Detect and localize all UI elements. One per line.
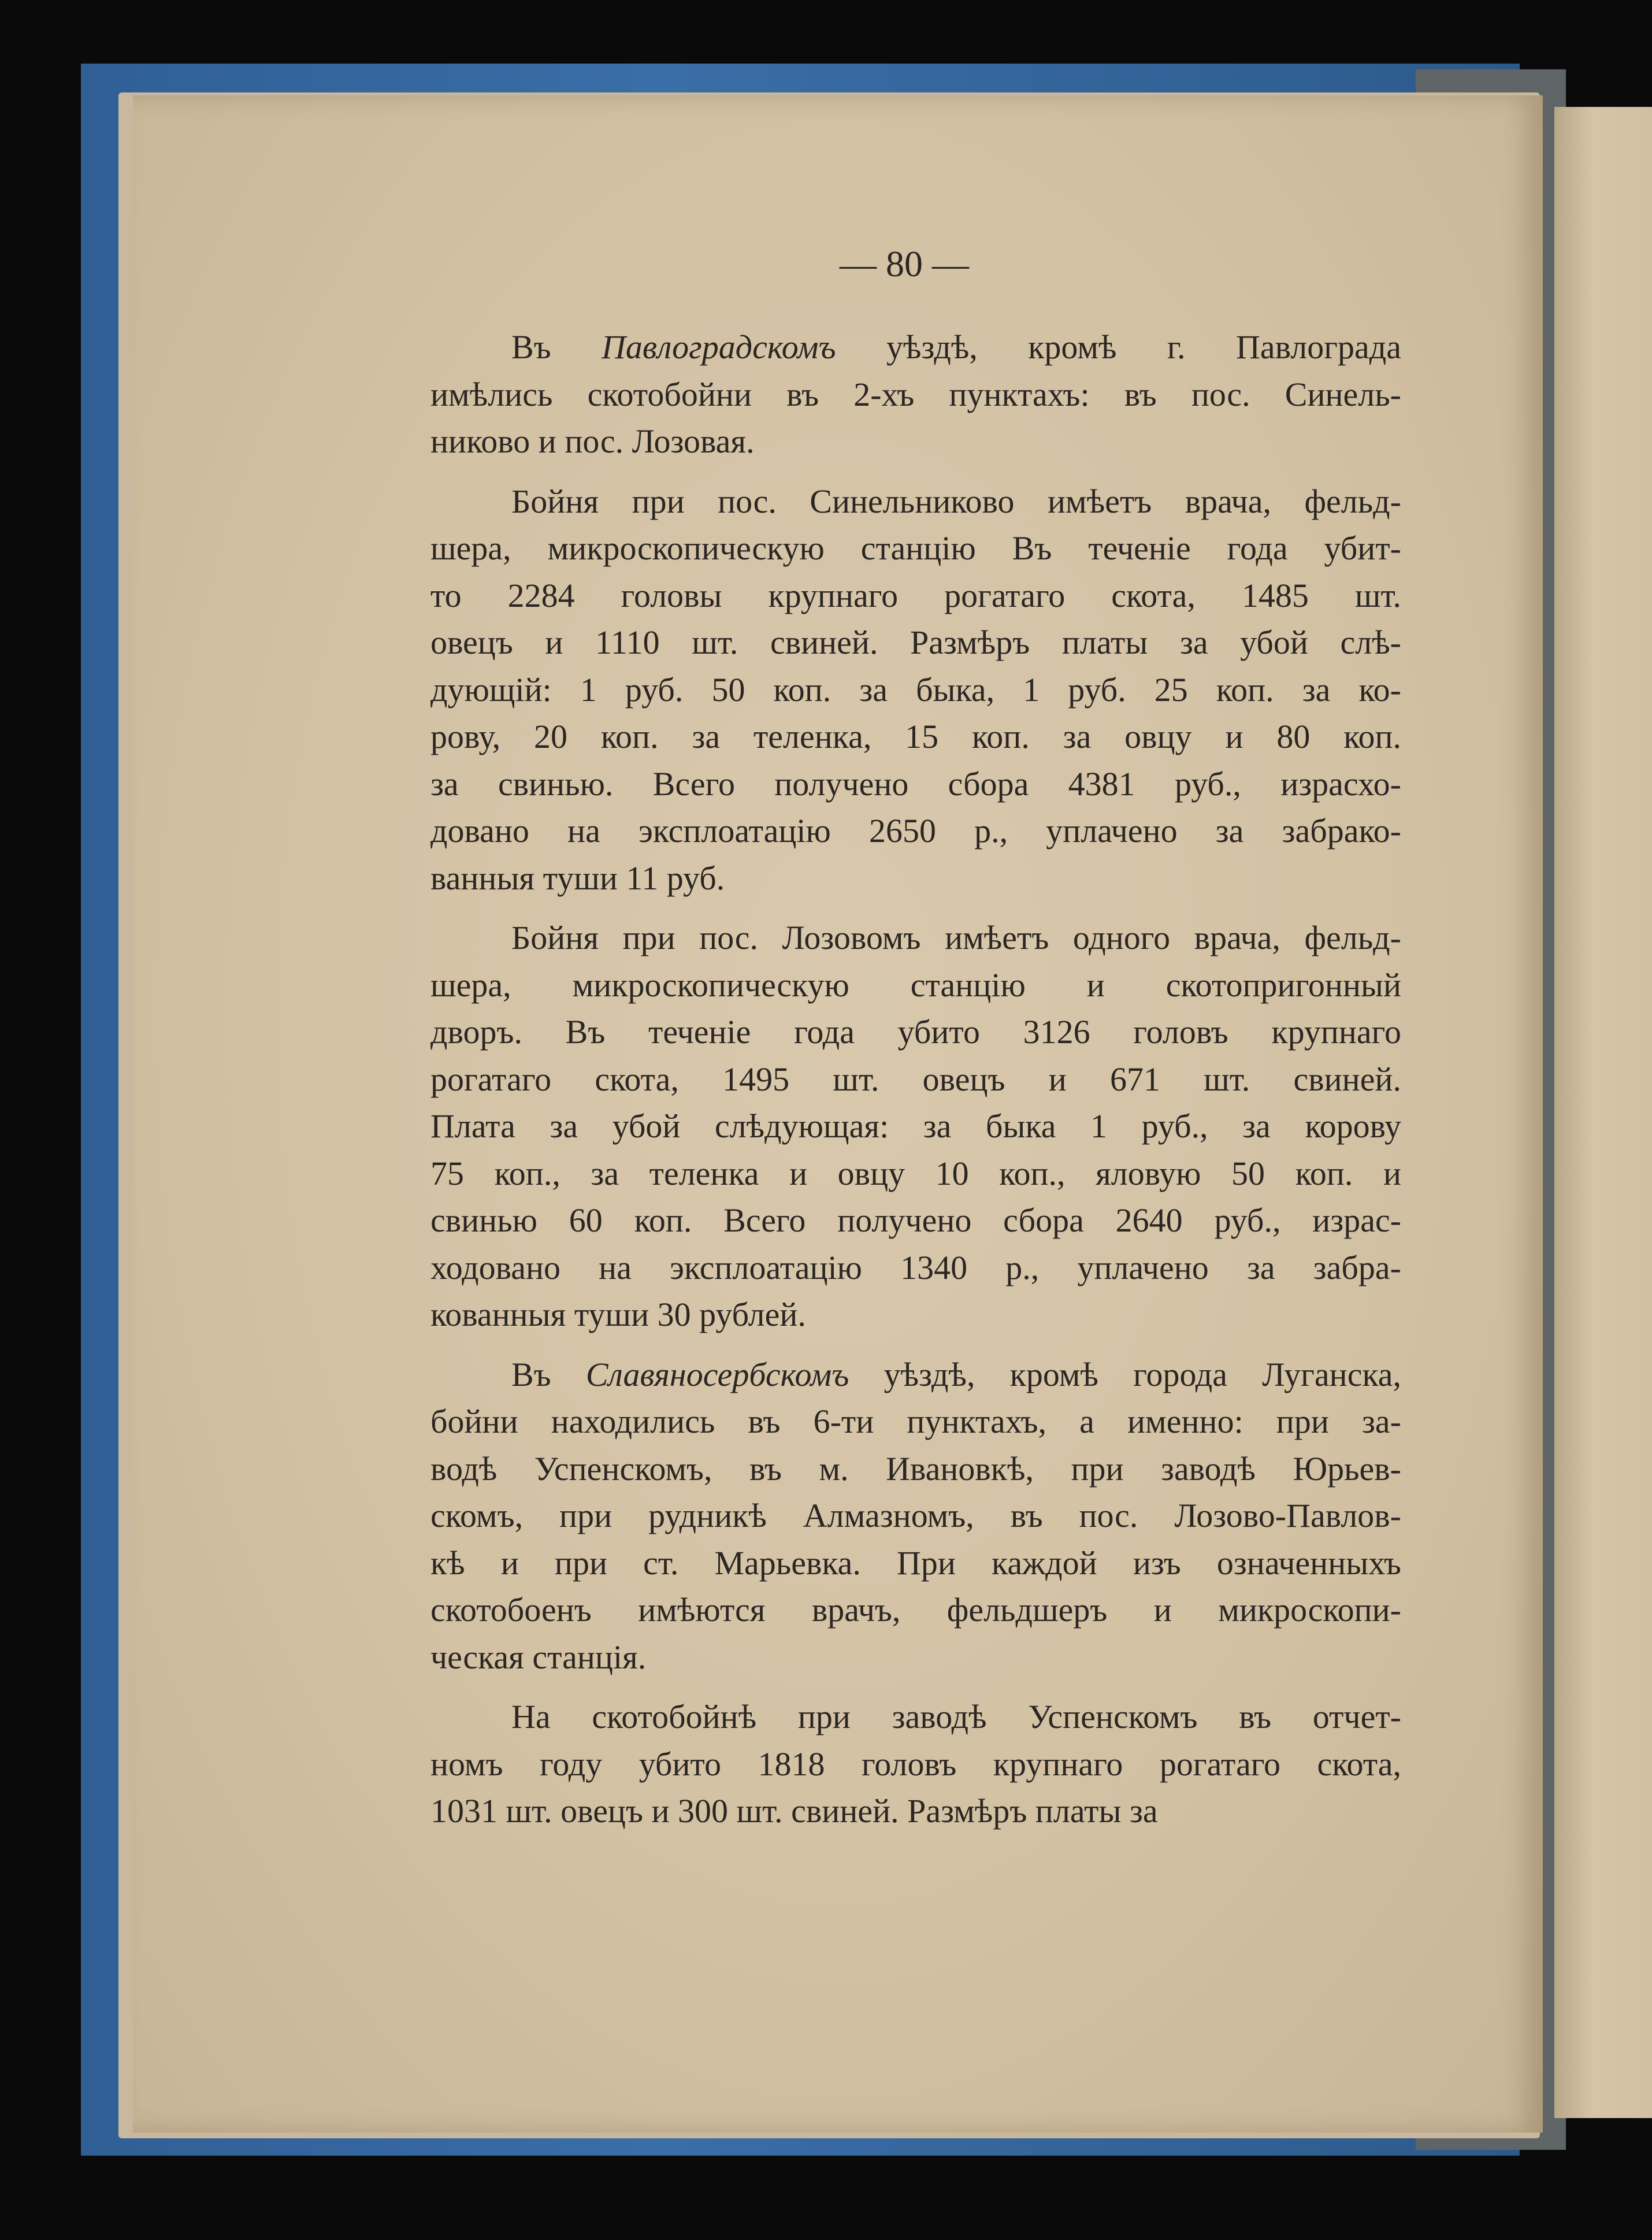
text-line [430, 1540, 1401, 1587]
text-line [430, 418, 1401, 465]
text-segment: ванныя туши 11 руб. [430, 859, 725, 897]
text-line [430, 1056, 1401, 1103]
text-line [430, 324, 1401, 371]
text-line [430, 1291, 1401, 1338]
facing-page-edge [1554, 107, 1652, 2118]
text-segment: Плата за убой слѣдующая: за быка 1 руб., за корову [430, 1107, 1401, 1145]
italic-place-name: Славяносербскомъ [585, 1355, 849, 1393]
page-number: — 80 — [840, 243, 969, 284]
text-segment: овецъ и 1110 шт. свиней. Размѣръ платы за убой слѣ- [430, 624, 1401, 661]
text-segment: довано на эксплоатацію 2650 р., уплачено за забрако- [430, 812, 1401, 850]
text-segment: имѣлись скотобойни въ 2-хъ пунктахъ: въ пос. Синель- [430, 375, 1401, 413]
text-segment: водѣ Успенскомъ, въ м. Ивановкѣ, при заводѣ Юрьев- [430, 1449, 1401, 1488]
text-line [430, 1351, 1401, 1399]
text-line [430, 1787, 1401, 1835]
text-line [430, 478, 1401, 525]
text-line [430, 1103, 1401, 1150]
text-line [430, 1008, 1401, 1056]
italic-place-name: Павлоградскомъ [602, 328, 836, 366]
page-body-text [430, 324, 1401, 1835]
text-line [430, 1445, 1401, 1493]
text-segment: ческая станція. [430, 1638, 647, 1676]
text-line [430, 371, 1401, 418]
text-line [430, 572, 1401, 620]
text-segment: бойни находились въ 6-ти пунктахъ, а именно: при за- [430, 1403, 1401, 1440]
text-segment: шера, микроскопическую станцію Въ теченіе года убит- [430, 529, 1401, 567]
text-line [430, 761, 1401, 808]
text-line [430, 1398, 1401, 1445]
text-segment: Бойня при пос. Лозовомъ имѣетъ одного врача, фельд- [511, 919, 1401, 956]
text-segment: дворъ. Въ теченіе года убито 3126 головъ крупнаго [430, 1013, 1401, 1051]
text-segment: Въ [511, 1355, 586, 1393]
text-line [430, 914, 1401, 962]
text-segment: шера, микроскопическую станцію и скотопригонный [430, 966, 1401, 1004]
paragraph [430, 1693, 1401, 1835]
text-line [430, 1586, 1401, 1634]
text-segment: уѣздѣ, кромѣ города Луганска, [849, 1355, 1401, 1393]
paragraph [430, 324, 1401, 465]
text-segment: кѣ и при ст. Марьевка. При каждой изъ означенныхъ [430, 1544, 1401, 1582]
text-line [430, 962, 1401, 1009]
text-segment: скомъ, при рудникѣ Алмазномъ, въ пос. Лозово-Павлов- [430, 1497, 1401, 1534]
text-line [430, 713, 1401, 761]
text-segment: никово и пос. Лозовая. [430, 422, 755, 460]
text-line [430, 1693, 1401, 1741]
text-segment: ходовано на эксплоатацію 1340 р., уплачено за забра- [430, 1248, 1401, 1286]
text-segment: кованныя туши 30 рублей. [430, 1296, 806, 1333]
text-line [430, 855, 1401, 902]
text-line [430, 666, 1401, 714]
text-line [430, 1634, 1401, 1681]
text-segment: то 2284 головы крупнаго рогатаго скота, 1485 шт. [430, 576, 1401, 614]
text-line [430, 1492, 1401, 1540]
text-segment: номъ году убито 1818 головъ крупнаго рогатаго скота, [430, 1745, 1401, 1783]
text-segment: скотобоенъ имѣются врачъ, фельдшеръ и микроскопи- [430, 1591, 1401, 1629]
paragraph-gap [430, 1681, 1401, 1693]
text-segment: 1031 шт. овецъ и 300 шт. свиней. Размѣръ платы за [430, 1792, 1158, 1830]
text-segment: уѣздѣ, кромѣ г. Павлограда [836, 328, 1401, 366]
text-segment: дующій: 1 руб. 50 коп. за быка, 1 руб. 25 коп. за ко- [430, 670, 1401, 709]
text-line [430, 1197, 1401, 1244]
text-segment: Въ [511, 328, 602, 366]
text-line [430, 807, 1401, 855]
text-segment: Бойня при пос. Синельниково имѣетъ врача, фельд- [511, 482, 1401, 520]
paragraph [430, 914, 1401, 1338]
text-line [430, 1150, 1401, 1197]
text-line [430, 1741, 1401, 1788]
text-segment: На скотобойнѣ при заводѣ Успенскомъ въ отчет- [511, 1698, 1401, 1735]
paragraph-gap [430, 465, 1401, 478]
text-line [430, 1244, 1401, 1292]
text-segment: за свинью. Всего получено сбора 4381 руб., израсхо- [430, 765, 1401, 803]
text-segment: рову, 20 коп. за теленка, 15 коп. за овцу и 80 коп. [430, 718, 1401, 755]
text-segment: рогатаго скота, 1495 шт. овецъ и 671 шт. свиней. [430, 1060, 1401, 1098]
text-segment: 75 коп., за теленка и овцу 10 коп., яловую 50 коп. и [430, 1154, 1401, 1192]
text-segment: свинью 60 коп. Всего получено сбора 2640 руб., израс- [430, 1201, 1401, 1239]
paragraph-gap [430, 902, 1401, 914]
paragraph-gap [430, 1338, 1401, 1351]
paragraph [430, 478, 1401, 902]
paragraph [430, 1351, 1401, 1681]
text-line [430, 525, 1401, 572]
text-line [430, 619, 1401, 666]
